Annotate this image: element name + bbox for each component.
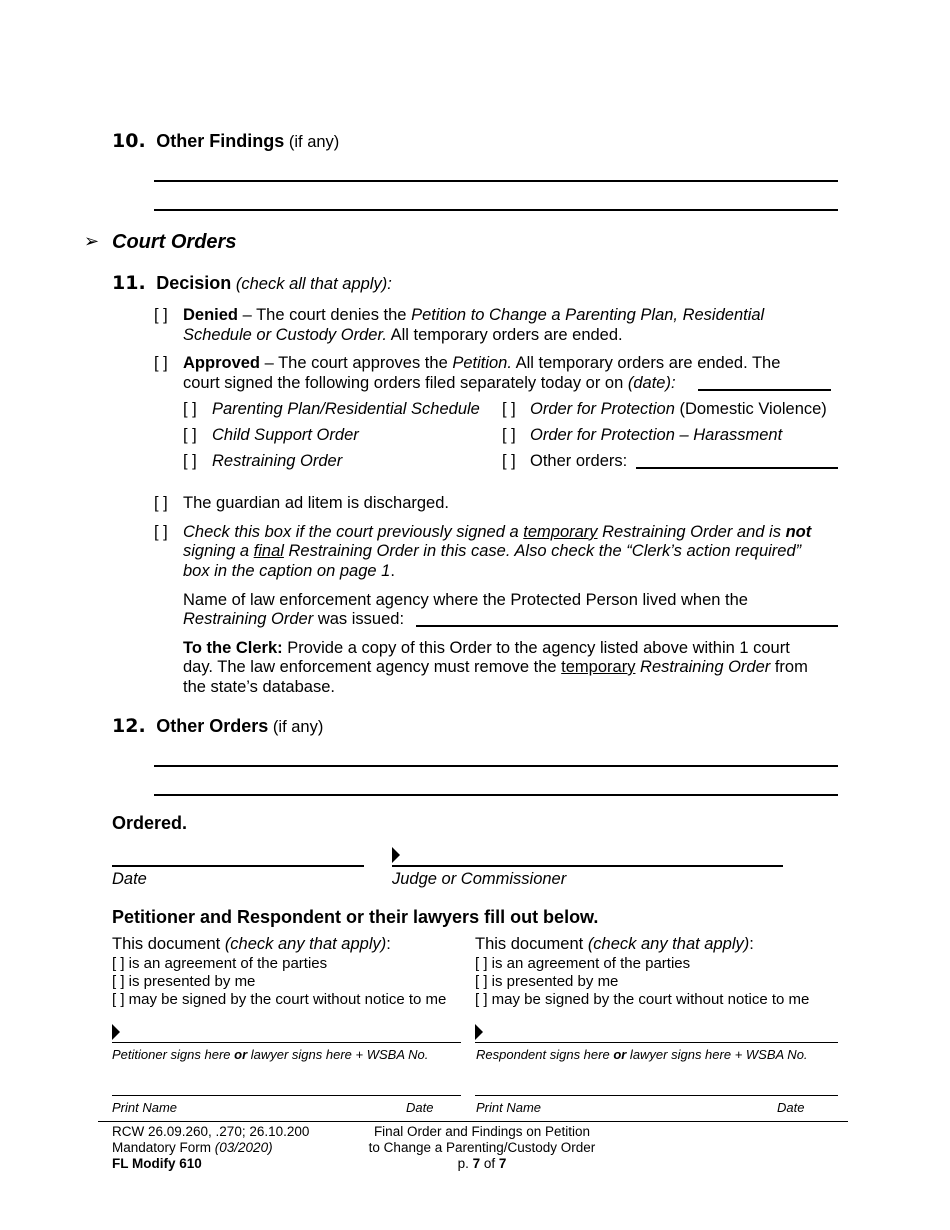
respondent-doc-heading: This document (check any that apply):: [475, 935, 754, 953]
findings-line-2[interactable]: [154, 209, 838, 211]
respondent-option-presented[interactable]: [ ] is presented by me: [475, 973, 619, 990]
gal-text: The guardian ad litem is discharged.: [183, 494, 449, 512]
tro-checkbox[interactable]: [ ]: [154, 523, 168, 541]
section-title: Other Findings: [156, 131, 285, 151]
clerk-line-1: To the Clerk: Provide a copy of this Order to the agency listed above within 1 court: [183, 639, 790, 657]
judge-label: Judge or Commissioner: [392, 870, 567, 888]
footer-page-number: p. 7 of 7: [457, 1156, 507, 1171]
petitioner-option-presented[interactable]: [ ] is presented by me: [112, 973, 256, 990]
footer-rcw: RCW 26.09.260, .270; 26.10.200: [112, 1124, 310, 1139]
respondent-sign-label: Respondent signs here or lawyer signs here + WSBA No.: [476, 1047, 808, 1062]
order-other: Other orders:: [530, 452, 628, 470]
other-orders-line-1[interactable]: [154, 765, 838, 767]
footer-form-id: FL Modify 610: [112, 1156, 202, 1171]
sign-here-arrow-icon: [392, 847, 400, 863]
order-child-support: Child Support Order: [212, 426, 359, 444]
agency-line-2: Restraining Order was issued:: [183, 610, 405, 628]
order-protection-harassment: Order for Protection – Harassment: [530, 426, 783, 444]
respondent-print-name-label: Print Name: [476, 1100, 542, 1115]
sign-here-arrow-icon: [112, 1024, 120, 1040]
order-checkbox[interactable]: [ ]: [502, 426, 516, 444]
approved-date-line[interactable]: [698, 389, 831, 391]
section-11-heading: [112, 273, 392, 294]
section-suffix: (if any): [288, 133, 340, 151]
petitioner-date-label: Date: [406, 1100, 434, 1115]
agency-line-1: Name of law enforcement agency where the Protected Person lived when the: [183, 591, 748, 609]
footer-title-1: Final Order and Findings on Petition: [373, 1124, 591, 1139]
section-suffix: (check all that apply):: [235, 275, 392, 293]
denied-checkbox[interactable]: [ ]: [154, 306, 168, 324]
respondent-print-name-line[interactable]: [475, 1095, 838, 1096]
order-checkbox[interactable]: [ ]: [502, 400, 516, 418]
date-signature-line[interactable]: [112, 865, 364, 867]
approved-checkbox[interactable]: [ ]: [154, 354, 168, 372]
respondent-date-label: Date: [777, 1100, 805, 1115]
tro-line-1: Check this box if the court previously signed a temporary Restraining Order and is not: [183, 523, 812, 541]
date-label: Date: [112, 870, 147, 888]
section-suffix: (if any): [272, 718, 324, 736]
order-checkbox[interactable]: [ ]: [502, 452, 516, 470]
footer-title-2: to Change a Parenting/Custody Order: [368, 1140, 596, 1155]
parties-heading: Petitioner and Respondent or their lawyers fill out below.: [112, 907, 599, 927]
clerk-line-3: the state’s database.: [183, 678, 335, 696]
respondent-option-agreement[interactable]: [ ] is an agreement of the parties: [475, 955, 691, 972]
petitioner-signature-line[interactable]: [112, 1042, 461, 1043]
order-checkbox[interactable]: [ ]: [183, 452, 197, 470]
section-number: 12.: [112, 715, 146, 737]
other-orders-line[interactable]: [636, 467, 838, 469]
respondent-option-no-notice[interactable]: [ ] may be signed by the court without notice to me: [475, 991, 810, 1008]
order-protection-dv: Order for Protection (Domestic Violence): [530, 400, 827, 418]
section-number: 11.: [112, 272, 146, 294]
other-orders-line-2[interactable]: [154, 794, 838, 796]
court-orders-heading: Court Orders: [112, 231, 237, 253]
sign-here-arrow-icon: [475, 1024, 483, 1040]
petitioner-doc-heading: This document (check any that apply):: [112, 935, 391, 953]
petitioner-print-name-label: Print Name: [112, 1100, 178, 1115]
agency-name-line[interactable]: [416, 625, 838, 627]
footer-mandatory-form: Mandatory Form (03/2020): [112, 1140, 273, 1155]
tro-line-2: signing a final Restraining Order in this case. Also check the “Clerk’s action required”: [183, 542, 802, 560]
gal-checkbox[interactable]: [ ]: [154, 494, 168, 512]
judge-signature-line[interactable]: [392, 865, 783, 867]
section-title: Other Orders: [156, 716, 269, 736]
order-checkbox[interactable]: [ ]: [183, 400, 197, 418]
section-10-heading: [112, 131, 339, 152]
tro-line-3: box in the caption on page 1.: [183, 562, 395, 580]
section-number: 10.: [112, 130, 146, 152]
order-restraining: Restraining Order: [212, 452, 343, 470]
respondent-signature-line[interactable]: [475, 1042, 838, 1043]
denied-line-1: Denied – The court denies the Petition to Change a Parenting Plan, Residential: [183, 306, 765, 324]
clerk-line-2: day. The law enforcement agency must remove the temporary Restraining Order from: [183, 658, 808, 676]
order-parenting-plan: Parenting Plan/Residential Schedule: [212, 400, 480, 418]
petitioner-print-name-line[interactable]: [112, 1095, 461, 1096]
approved-line-1: Approved – The court approves the Petition. All temporary orders are ended. The: [183, 354, 781, 372]
petitioner-option-no-notice[interactable]: [ ] may be signed by the court without notice to me: [112, 991, 447, 1008]
denied-line-2: Schedule or Custody Order. All temporary orders are ended.: [183, 326, 623, 344]
court-orders-bullet: ➢: [84, 231, 100, 251]
section-title: Decision: [156, 273, 232, 293]
section-12-heading: [112, 716, 323, 737]
order-checkbox[interactable]: [ ]: [183, 426, 197, 444]
petitioner-sign-label: Petitioner signs here or lawyer signs here + WSBA No.: [112, 1047, 429, 1062]
findings-line-1[interactable]: [154, 180, 838, 182]
footer-divider: [98, 1121, 848, 1122]
petitioner-option-agreement[interactable]: [ ] is an agreement of the parties: [112, 955, 328, 972]
approved-line-2: court signed the following orders filed separately today or on (date):: [183, 374, 676, 392]
ordered-heading: Ordered.: [112, 813, 188, 833]
